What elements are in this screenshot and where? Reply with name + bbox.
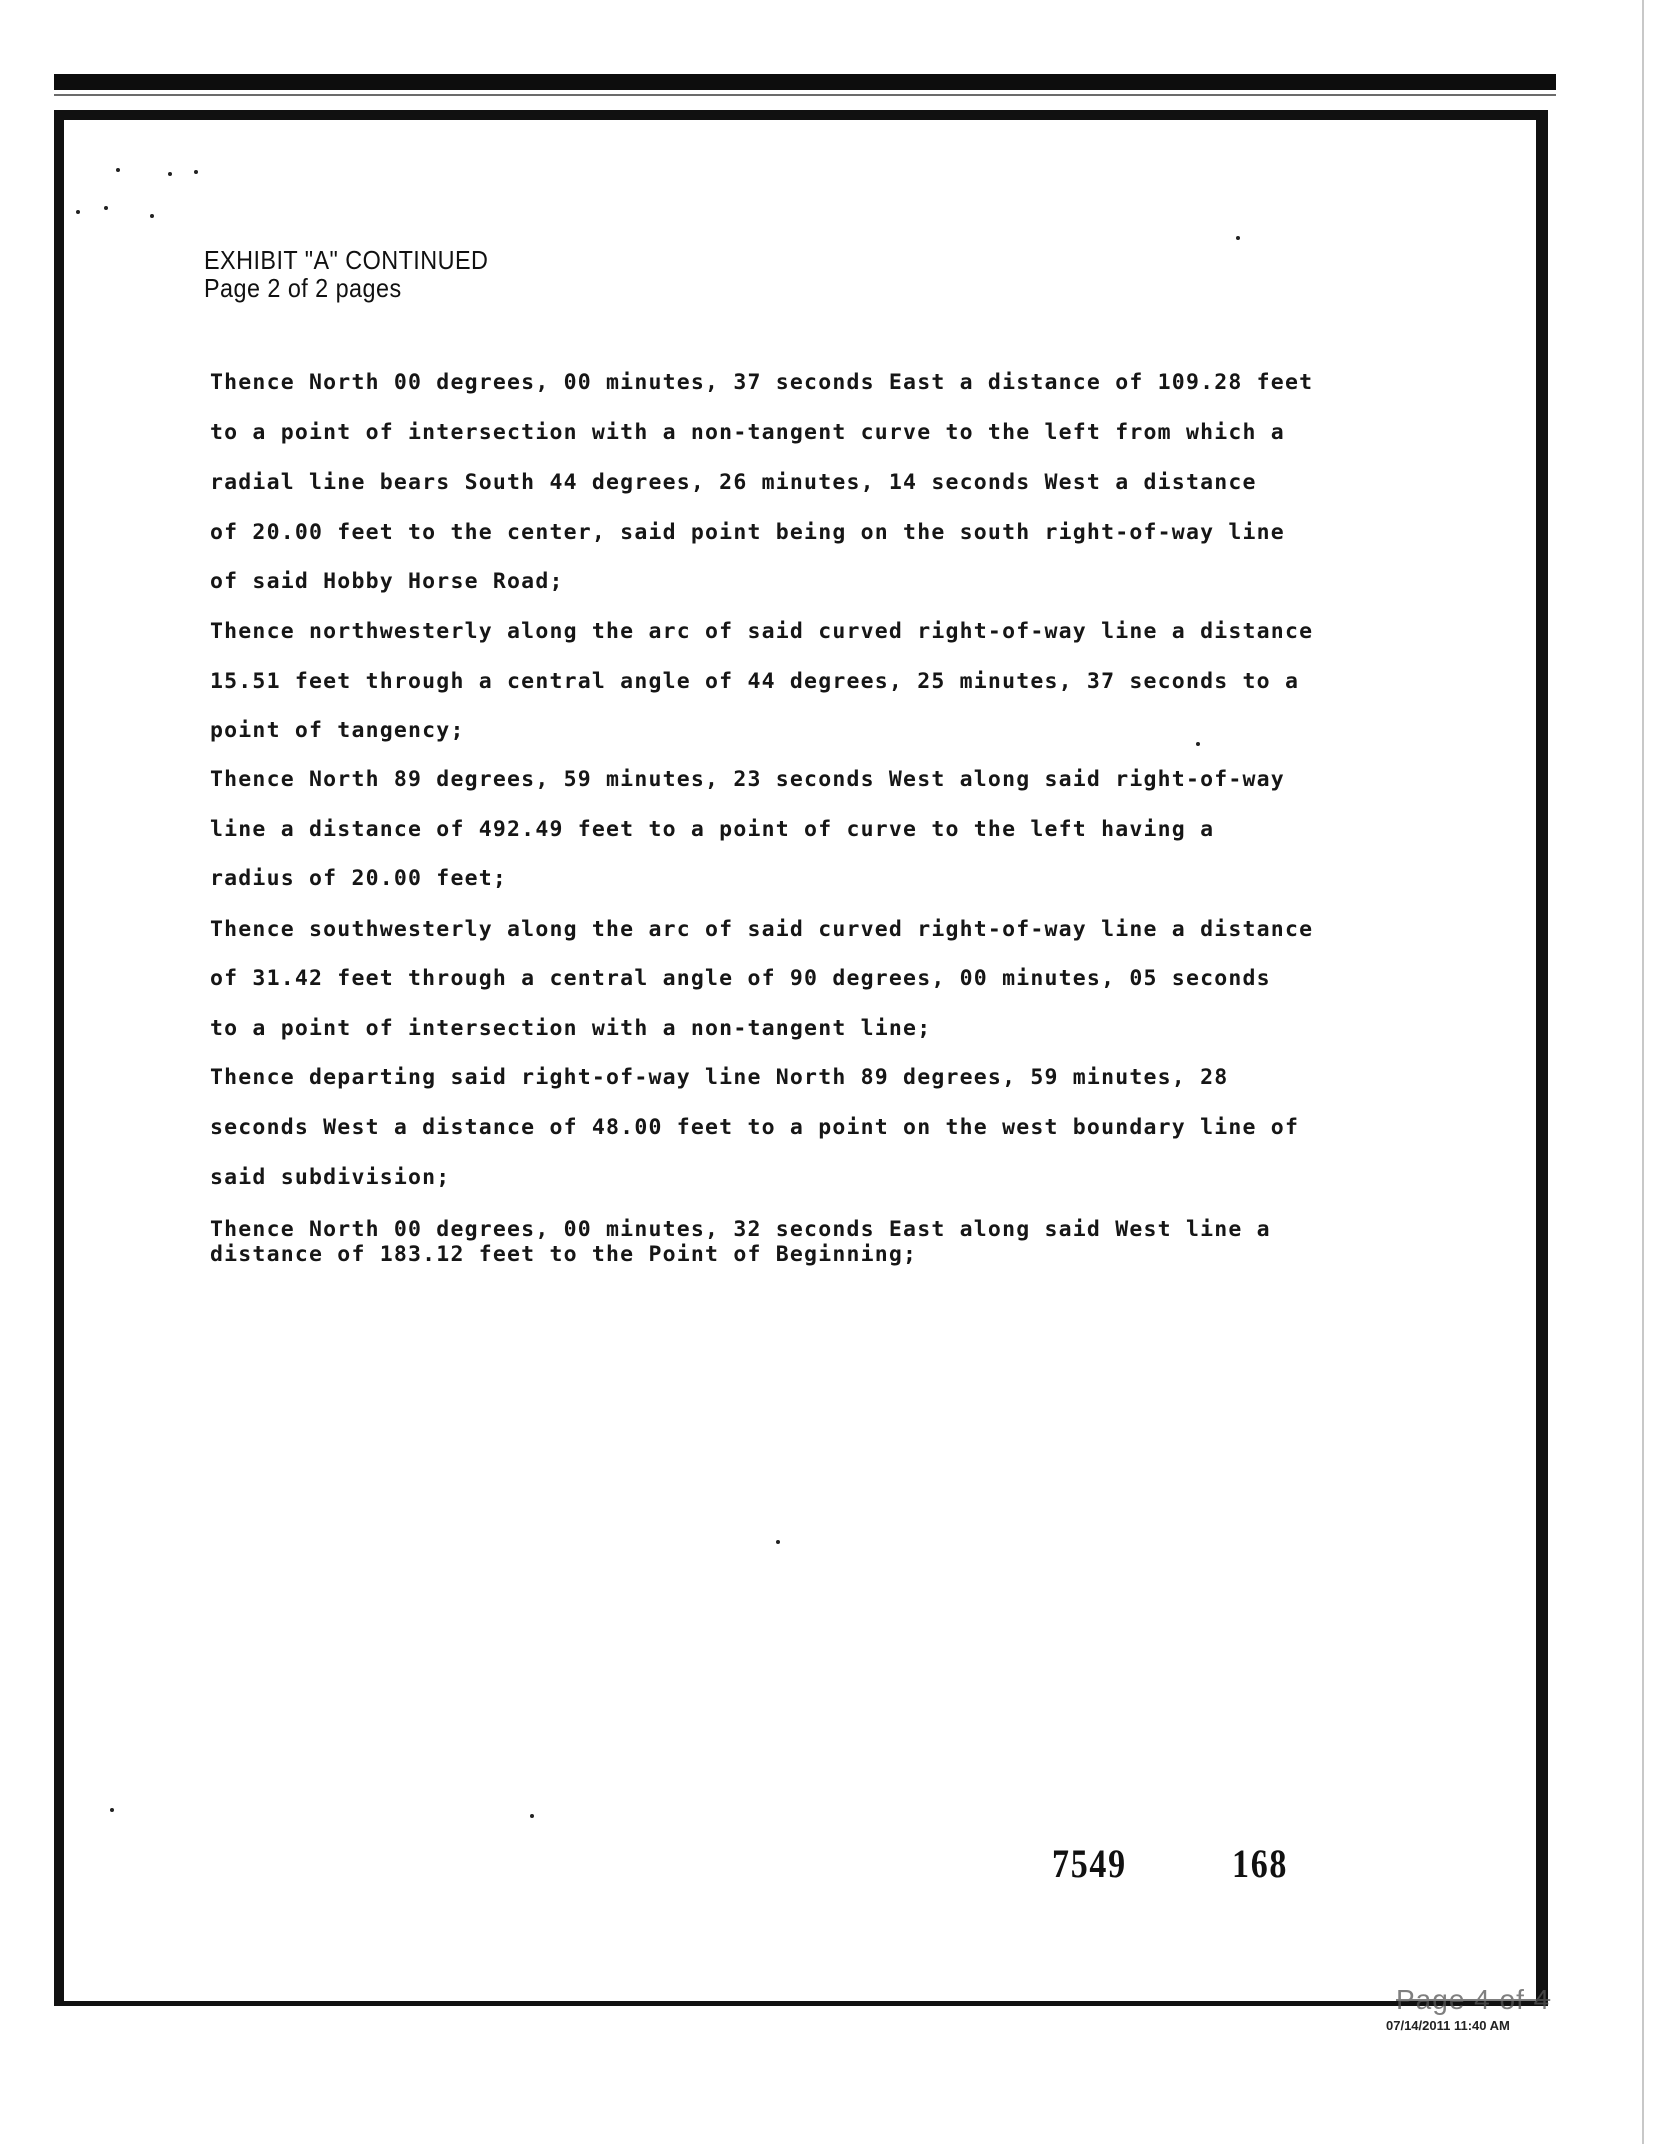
page-count-stamp: Page 4 of 4 xyxy=(1396,1984,1551,2015)
legal-line: Thence departing said right-of-way line North 89 degrees, 59 minutes, 28 xyxy=(210,1065,1229,1090)
scan-top-border-shadow xyxy=(54,94,1556,96)
legal-line: radius of 20.00 feet; xyxy=(210,866,508,891)
legal-line: said subdivision; xyxy=(210,1165,451,1190)
scan-speck xyxy=(104,206,108,210)
scan-speck xyxy=(116,168,120,172)
legal-line: Thence North 00 degrees, 00 minutes, 37 seconds East a distance of 109.28 feet xyxy=(210,370,1314,395)
legal-line: Thence southwesterly along the arc of said curved right-of-way line a distance xyxy=(210,917,1314,942)
print-timestamp: 07/14/2011 11:40 AM xyxy=(1386,2018,1510,2033)
legal-line: line a distance of 492.49 feet to a point of curve to the left having a xyxy=(210,817,1215,842)
exhibit-page-label: Page 2 of 2 pages xyxy=(204,273,402,303)
scan-speck xyxy=(776,1540,780,1544)
legal-line: radial line bears South 44 degrees, 26 minutes, 14 seconds West a distance xyxy=(210,470,1257,495)
legal-line: point of tangency; xyxy=(210,718,465,743)
recording-page-number: 168 xyxy=(1232,1841,1289,1886)
legal-line: 15.51 feet through a central angle of 44 degrees, 25 minutes, 37 seconds to a xyxy=(210,669,1300,694)
exhibit-header xyxy=(204,246,488,302)
scan-speck xyxy=(1196,742,1200,746)
legal-line: of said Hobby Horse Road; xyxy=(210,569,564,594)
scan-margin-line xyxy=(1642,0,1644,2144)
legal-line: of 31.42 feet through a central angle of 90 degrees, 00 minutes, 05 seconds xyxy=(210,966,1271,991)
legal-line: of 20.00 feet to the center, said point being on the south right-of-way line xyxy=(210,520,1285,545)
legal-line: seconds West a distance of 48.00 feet to a point on the west boundary line of xyxy=(210,1115,1300,1140)
legal-line: Thence northwesterly along the arc of said curved right-of-way line a distance xyxy=(210,619,1314,644)
scan-speck xyxy=(150,214,154,218)
scan-top-border xyxy=(54,74,1556,90)
recording-book-number: 7549 xyxy=(1052,1841,1127,1886)
legal-line: Thence North 00 degrees, 00 minutes, 32 seconds East along said West line a xyxy=(210,1217,1271,1242)
scan-speck xyxy=(1236,236,1240,240)
scan-speck xyxy=(168,172,172,176)
exhibit-title: EXHIBIT "A" CONTINUED xyxy=(204,245,489,275)
scan-speck xyxy=(194,170,198,174)
legal-line: to a point of intersection with a non-tangent line; xyxy=(210,1016,932,1041)
scan-speck xyxy=(110,1808,114,1812)
scan-speck xyxy=(530,1814,534,1818)
legal-line: to a point of intersection with a non-tangent curve to the left from which a xyxy=(210,420,1285,445)
legal-line: Thence North 89 degrees, 59 minutes, 23 seconds West along said right-of-way xyxy=(210,767,1285,792)
legal-line: distance of 183.12 feet to the Point of Beginning; xyxy=(210,1242,918,1267)
scan-speck xyxy=(76,210,80,214)
